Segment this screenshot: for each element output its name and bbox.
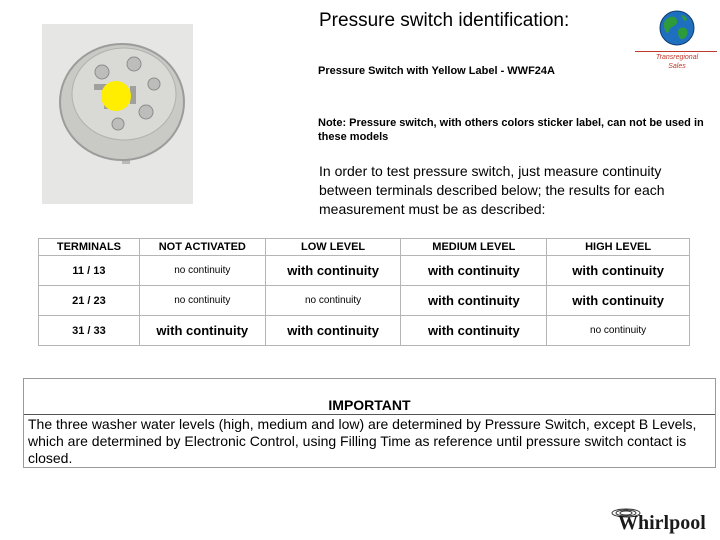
not-activated-cell: no continuity xyxy=(139,286,265,316)
logo-divider xyxy=(635,51,717,52)
pressure-switch-photo xyxy=(42,24,193,204)
low-level-cell: no continuity xyxy=(265,286,401,316)
table-row xyxy=(39,256,690,286)
header-medium-level: MEDIUM LEVEL xyxy=(401,239,547,256)
compatibility-note: Note: Pressure switch, with others colors sticker label, can not be used in these models xyxy=(318,117,704,143)
important-text: The three washer water levels (high, medium and low) are determined by Pressure Switch, except B Levels, which are determined by Electronic Control, using Filling Time as reference until pressure switch contact is closed. xyxy=(28,416,697,466)
globe-logo-icon xyxy=(658,8,696,48)
test-instructions: In order to test pressure switch, just measure continuity between terminals described below; the results for each measurement must be as described: xyxy=(319,163,665,217)
continuity-table xyxy=(38,238,690,346)
header-high-level: HIGH LEVEL xyxy=(547,239,690,256)
header-low-level: LOW LEVEL xyxy=(265,239,401,256)
low-level-cell: with continuity xyxy=(265,316,401,346)
header-not-activated: NOT ACTIVATED xyxy=(139,239,265,256)
high-level-cell: no continuity xyxy=(547,316,690,346)
medium-level-cell: with continuity xyxy=(401,316,547,346)
whirlpool-logo xyxy=(606,504,718,536)
terminal-cell: 11 / 13 xyxy=(39,256,140,286)
page-title: Pressure switch identification: xyxy=(319,10,570,31)
high-level-cell: with continuity xyxy=(547,286,690,316)
not-activated-cell: with continuity xyxy=(139,316,265,346)
table-row xyxy=(39,316,690,346)
switch-model-label: Pressure Switch with Yellow Label - WWF24A xyxy=(318,65,555,77)
medium-level-cell: with continuity xyxy=(401,286,547,316)
table-header-row xyxy=(39,239,690,256)
high-level-cell: with continuity xyxy=(547,256,690,286)
not-activated-cell: no continuity xyxy=(139,256,265,286)
important-title: IMPORTANT xyxy=(328,397,411,413)
medium-level-cell: with continuity xyxy=(401,256,547,286)
table-row xyxy=(39,286,690,316)
header-terminals: TERMINALS xyxy=(39,239,140,256)
low-level-cell: with continuity xyxy=(265,256,401,286)
terminal-cell: 31 / 33 xyxy=(39,316,140,346)
logo-company-name: Transregional Sales xyxy=(655,54,699,70)
important-box xyxy=(23,378,716,468)
pressure-switch-image xyxy=(42,24,193,204)
whirlpool-brand-name: Whirlpool xyxy=(618,512,706,534)
terminal-cell: 21 / 23 xyxy=(39,286,140,316)
important-divider xyxy=(24,414,715,415)
yellow-label xyxy=(101,81,131,111)
